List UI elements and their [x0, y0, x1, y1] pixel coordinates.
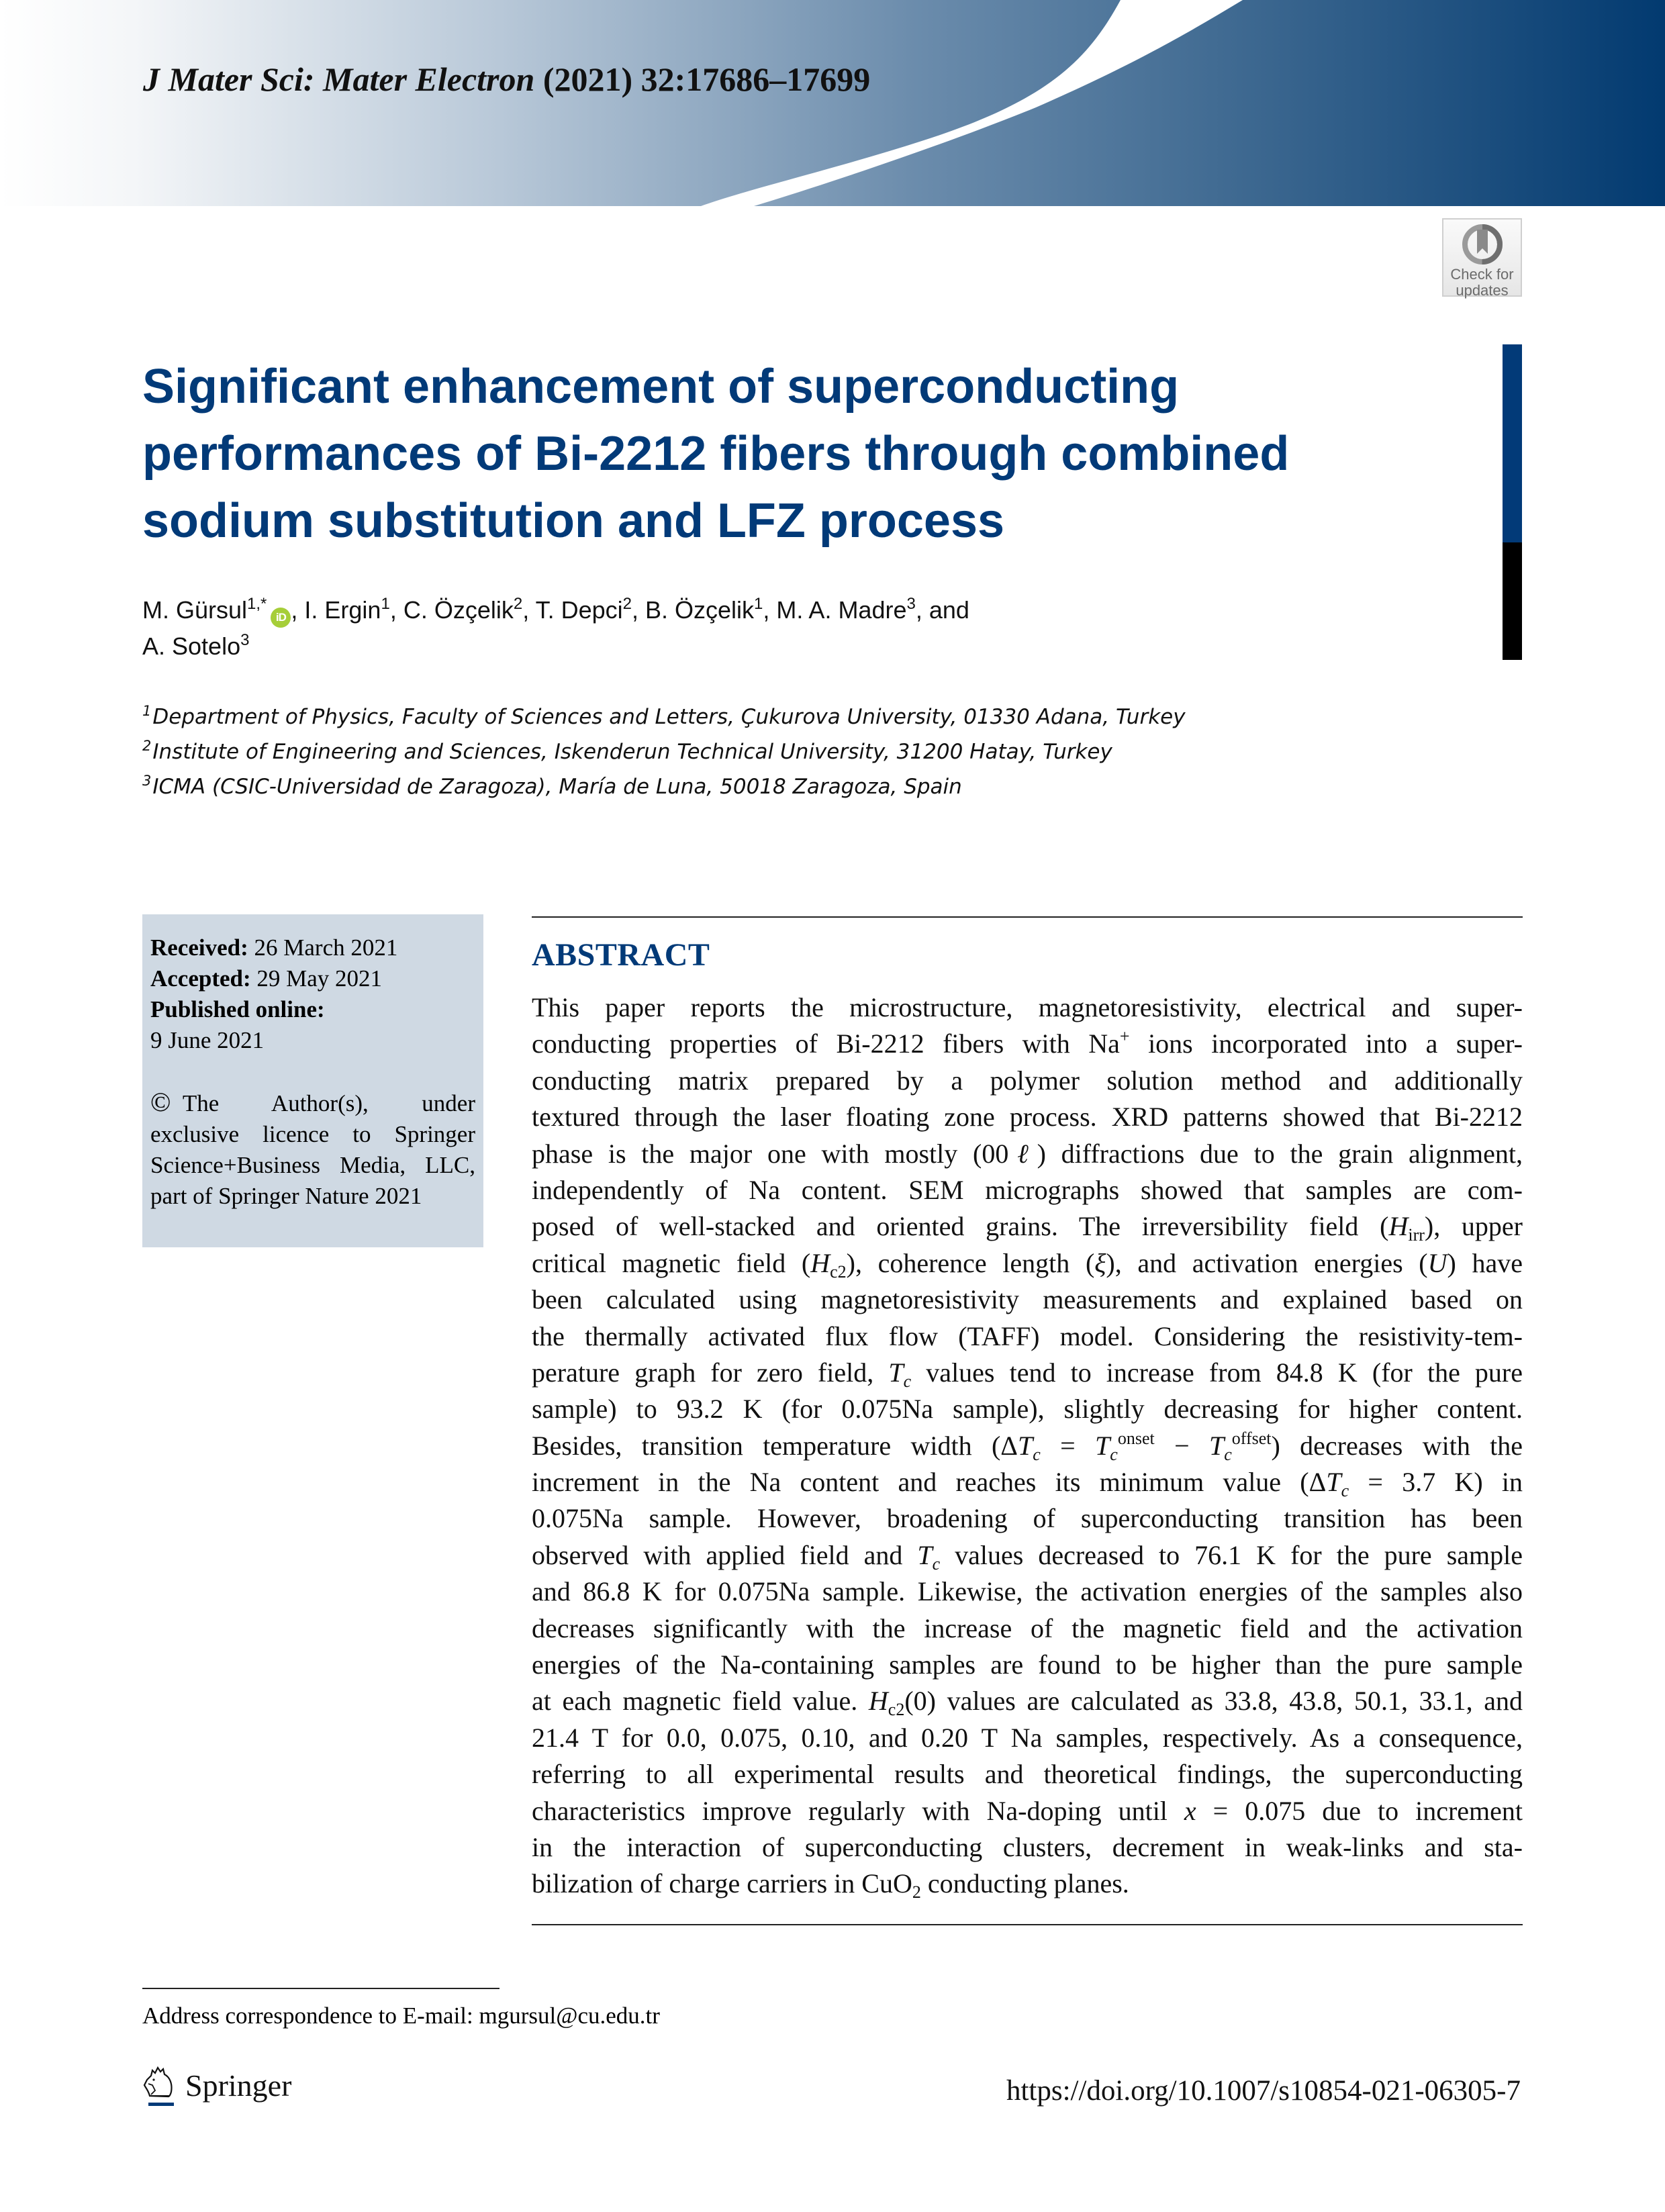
badge-line-1: Check for	[1450, 266, 1514, 283]
abstract-line: This paper reports the microstructure, magnetoresistivity, electrical and super-	[532, 992, 1523, 1022]
author-affil-sup: 2	[622, 595, 632, 613]
affiliation-number: 1	[142, 703, 152, 719]
abstract-line: referring to all experimental results and theoretical findings, the superconducting	[532, 1759, 1523, 1790]
journal-citation	[143, 59, 870, 99]
received-label: Received:	[150, 934, 248, 961]
springer-horse-icon	[143, 2065, 178, 2108]
copyright-line: Science+Business Media, LLC,	[150, 1152, 475, 1178]
author-affil-sup: 3	[906, 595, 916, 613]
author-name: M. A. Madre	[776, 596, 907, 624]
abstract-line: critical magnetic field $(H_{c2})$, coherence length (ξ), and activation energies (U) have	[532, 1247, 1523, 1282]
affiliation-item	[142, 700, 1418, 734]
author-name: T. Depci	[535, 596, 623, 624]
abstract-bottom-rule	[532, 1924, 1523, 1925]
author-name: I. Ergin	[304, 596, 381, 624]
copyright-text: The Author(s), under	[182, 1090, 475, 1116]
abstract-line: textured through the laser floating zone process. XRD patterns showed that Bi-2212	[532, 1102, 1523, 1133]
published-label-row	[150, 994, 475, 1025]
affiliation-text: Institute of Engineering and Sciences, Iskenderun Technical University, 31200 Hatay, Turkey	[152, 740, 1112, 764]
abstract-line: conducting matrix prepared by a polymer solution method and additionally	[532, 1065, 1523, 1096]
abstract-heading: ABSTRACT	[532, 937, 710, 973]
badge-line-2: updates	[1456, 282, 1509, 299]
author-affil-sup: 3	[240, 631, 250, 649]
published-label: Published online:	[150, 996, 325, 1022]
abstract-line: energies of the Na-containing samples are found to be higher than the pure sample	[532, 1649, 1523, 1680]
abstract-line: conducting properties of Bi-2212 fibers with Na+ ions incorporated into a super-	[532, 1026, 1523, 1059]
separator: ,	[389, 596, 403, 624]
correspondence-email[interactable]: Address correspondence to E-mail: mgursul@cu.edu.tr	[142, 2003, 660, 2029]
side-accent-bar-black	[1503, 542, 1522, 660]
abstract-line: at each magnetic field value. $H_{c2}(0)$ values are calculated as 33.8, 43.8, 50.1, 33.1, and	[532, 1686, 1523, 1720]
abstract-line: and 86.8 K for 0.075Na sample. Likewise, the activation energies of the samples also	[532, 1576, 1523, 1607]
abstract-line: increment in the Na content and reaches its minimum value ($\Delta T_c = 3.7$ K) in	[532, 1467, 1523, 1501]
author-affil-sup: 1,*	[247, 595, 267, 613]
abstract-line: been calculated using magnetoresistivity measurements and explained based on	[532, 1284, 1523, 1315]
abstract-line: observed with applied field and $T_c$ values decreased to 76.1 K for the pure sample	[532, 1539, 1523, 1574]
copyright-icon: ©	[150, 1087, 171, 1117]
received-value: 26 March 2021	[254, 934, 398, 961]
journal-name: J Mater Sci: Mater Electron	[143, 60, 535, 98]
author-name: M. Gürsul	[142, 596, 248, 624]
author-affil-sup: 1	[381, 595, 390, 613]
author-name: A. Sotelo	[142, 632, 241, 660]
affiliation-list	[142, 700, 1418, 804]
footnote-rule	[142, 1988, 500, 1989]
abstract-line: phase is the major one with mostly (00ℓ) diffractions due to the grain alignment,	[532, 1138, 1523, 1169]
abstract-line: characteristics improve regularly with Na-doping until x = 0.075 due to increment	[532, 1795, 1523, 1826]
accepted-label: Accepted:	[150, 965, 251, 992]
separator: ,	[763, 596, 777, 624]
header-band	[0, 0, 1665, 206]
abstract-line: 21.4 T for 0.0, 0.075, 0.10, and 0.20 T Na samples, respectively. As a consequence,	[532, 1722, 1523, 1753]
separator-and: , and	[915, 596, 969, 624]
orcid-icon[interactable]: iD	[271, 608, 291, 628]
copyright-line	[150, 1087, 475, 1119]
accepted-value: 29 May 2021	[256, 965, 383, 992]
accepted-row	[150, 963, 475, 994]
affiliation-number: 2	[142, 738, 152, 754]
author-affil-sup: 1	[754, 595, 763, 613]
abstract-line: in the interaction of superconducting clusters, decrement in weak-links and sta-	[532, 1831, 1523, 1862]
abstract-line: perature graph for zero field, $T_c$ values tend to increase from 84.8 K (for the pure	[532, 1357, 1523, 1391]
doi-link[interactable]: https://doi.org/10.1007/s10854-021-06305-7	[1006, 2075, 1521, 2107]
affiliation-number: 3	[142, 773, 152, 789]
separator: ,	[631, 596, 645, 624]
journal-volume-pages: (2021) 32:17686–17699	[542, 60, 871, 98]
author-name: C. Özçelik	[403, 596, 514, 624]
copyright-line: part of Springer Nature 2021	[150, 1183, 422, 1209]
affiliation-item	[142, 769, 1418, 804]
abstract-line: Besides, transition temperature width $(\Delta T_c = T_c^{onset} - T_c^{offset})$ decreases with the	[532, 1428, 1523, 1464]
article-title	[142, 353, 1418, 555]
abstract-body	[532, 990, 1523, 1903]
abstract-top-rule	[532, 916, 1523, 918]
author-list	[142, 592, 1351, 665]
affiliation-item	[142, 734, 1418, 769]
abstract-line: the thermally activated flux flow (TAFF) model. Considering the resistivity-tem-	[532, 1320, 1523, 1351]
bookmark-ring-icon	[1461, 223, 1504, 266]
affiliation-text: ICMA (CSIC-Universidad de Zaragoza), María de Luna, 50018 Zaragoza, Spain	[152, 775, 962, 799]
published-value: 9 June 2021	[150, 1027, 265, 1053]
check-for-updates-button[interactable]	[1442, 218, 1522, 297]
article-history-box	[142, 914, 483, 1247]
author-name: B. Özçelik	[645, 596, 755, 624]
separator: ,	[291, 596, 305, 624]
abstract-line: posed of well-stacked and oriented grains. The irreversibility field $(H_{irr})$, upper	[532, 1211, 1523, 1245]
abstract-line: independently of Na content. SEM micrographs showed that samples are com-	[532, 1174, 1523, 1205]
title-line: Significant enhancement of superconducting	[142, 360, 1180, 414]
abstract-line: decreases significantly with the increase of the magnetic field and the activation	[532, 1613, 1523, 1643]
title-line: sodium substitution and LFZ process	[142, 494, 1005, 548]
separator: ,	[522, 596, 536, 624]
title-line: performances of Bi-2212 fibers through combined	[142, 427, 1290, 481]
abstract-line: 0.075Na sample. However, broadening of superconducting transition has been	[532, 1503, 1523, 1534]
abstract-line: bilization of charge carriers in CuO$_2$ conducting planes.	[532, 1868, 1129, 1903]
received-row	[150, 932, 475, 963]
side-accent-bar-blue	[1503, 344, 1522, 542]
spacer	[150, 1056, 475, 1087]
copyright-line: exclusive licence to Springer	[150, 1121, 475, 1147]
publisher-name: Springer	[185, 2068, 292, 2103]
abstract-line: sample) to 93.2 K (for 0.075Na sample), slightly decreasing for higher content.	[532, 1394, 1523, 1425]
author-affil-sup: 2	[513, 595, 523, 613]
affiliation-text: Department of Physics, Faculty of Sciences and Letters, Çukurova University, 01330 Adana, Turkey	[152, 705, 1186, 729]
